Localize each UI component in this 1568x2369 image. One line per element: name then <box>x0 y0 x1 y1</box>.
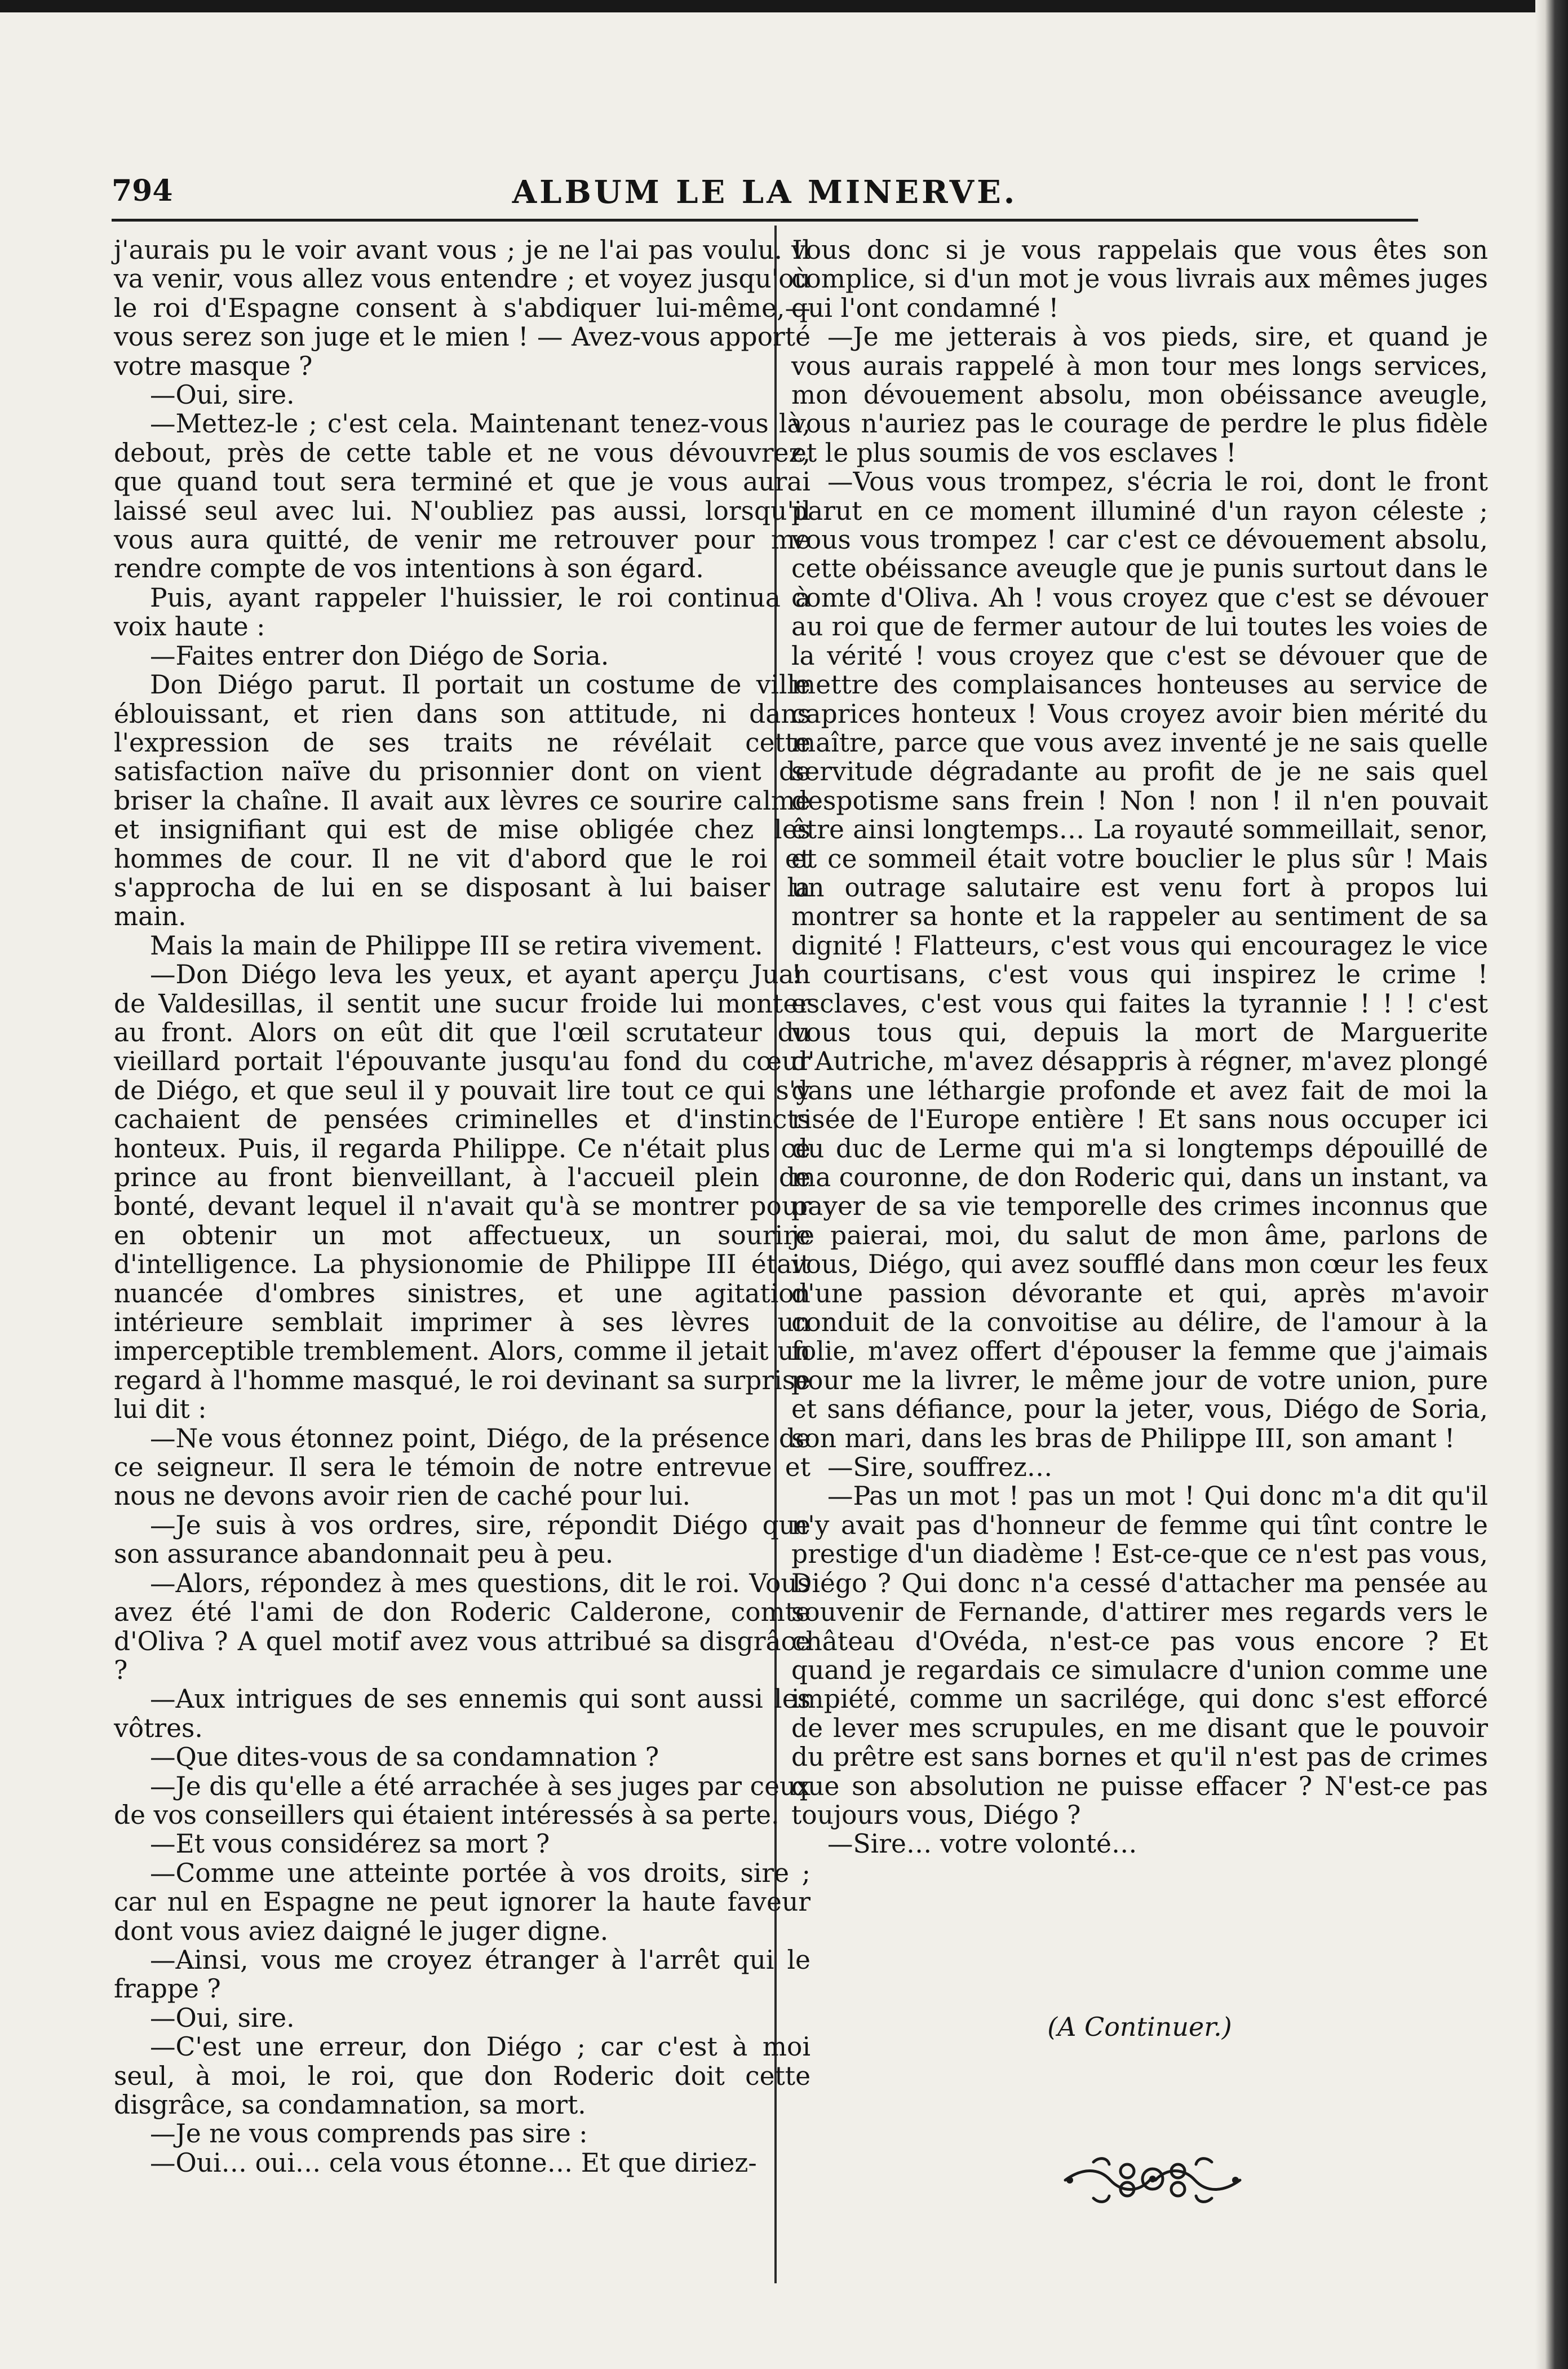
paragraph: —Mettez-le ; c'est cela. Maintenant tenez-vous là, debout, près de cette table et ne vous dévouvrez, que quand tout sera terminé et que je vous aurai laissé seul avec lui. N'oubliez pas aussi, lorsqu'il vous aura quitté, de venir me retrouver pour me rendre compte de vos intentions à son égard. <box>114 409 810 584</box>
paragraph: —Oui, sire. <box>150 380 295 410</box>
paragraph: —Je me jetterais à vos pieds, sire, et quand je vous aurais rappelé à mon tour mes longs services, mon dévouement absolu, mon obéissance aveugle, vous n'auriez pas le courage de perdre le plus fidèle et le plus soumis de vos esclaves ! <box>791 322 1488 468</box>
paragraph: —Faites entrer don Diégo de Soria. <box>150 640 609 671</box>
page-number: 794 <box>112 174 173 208</box>
paragraph: —Pas un mot ! pas un mot ! Qui donc m'a dit qu'il n'y avait pas d'honneur de femme qui tînt contre le prestige d'un diadème ! Est-ce-que ce n'est pas vous, Diégo ? Qui donc n'a cessé d'attacher ma pensée au souvenir de Fernande, d'attirer mes regards vers le château d'Ovéda, n'est-ce pas vous encore ? Et quand je regardais ce simulacre d'union comme une impiété, comme un sacrilége, qui donc s'est efforcé de lever mes scrupules, en me disant que le pouvoir du prêtre est sans bornes et qu'il n'est pas de crimes que son absolution ne puisse effacer ? N'est-ce pas toujours vous, Diégo ? <box>791 1481 1488 1830</box>
scan-binding-edge <box>1535 0 1568 2369</box>
paragraph: —Oui… oui… cela vous étonne… Et que diriez- <box>150 2147 757 2178</box>
scan-top-edge <box>0 0 1568 12</box>
paragraph: —Je dis qu'elle a été arrachée à ses juges par ceux de vos conseillers qui étaient intéressés à sa perte. <box>114 1771 810 1830</box>
paragraph: —Sire… votre volonté… <box>827 1829 1137 1859</box>
continuation-note: (A Continuer.) <box>1047 2012 1232 2042</box>
paragraph: —Ainsi, vous me croyez étranger à l'arrêt qui le frappe ? <box>114 1944 810 2004</box>
paragraph: —Ne vous étonnez point, Diégo, de la présence de ce seigneur. Il sera le témoin de notre entrevue et nous ne devons avoir rien de caché pour lui. <box>114 1423 810 1511</box>
paragraph: vous donc si je vous rappelais que vous êtes son complice, si d'un mot je vous livrais aux mêmes juges qui l'ont condamné ! <box>791 235 1488 323</box>
paragraph: —Je suis à vos ordres, sire, répondit Diégo que son assurance abandonnait peu à peu. <box>114 1510 810 1570</box>
header-rule <box>112 219 1418 222</box>
paragraph: Don Diégo parut. Il portait un costume de ville éblouissant, et rien dans son attitude, ni dans l'expression de ses traits ne révélait cette satisfaction naïve du prisonnier dont on vient de briser la chaîne. Il avait aux lèvres ce sourire calme et insignifiant qui est de mise obligée chez les hommes de cour. Il ne vit d'abord que le roi et s'approcha de lui en se disposant à lui baiser la main. <box>114 670 810 932</box>
decorative-flourish-icon <box>1060 2145 1246 2213</box>
page-header <box>112 168 1418 219</box>
paragraph: Mais la main de Philippe III se retira vivement. <box>150 930 763 961</box>
paragraph: —Comme une atteinte portée à vos droits, sire ; car nul en Espagne ne peut ignorer la haute faveur dont vous aviez daigné le juger digne. <box>114 1858 810 1946</box>
paragraph: —Que dites-vous de sa condamnation ? <box>150 1742 659 1773</box>
paragraph: —Je ne vous comprends pas sire : <box>150 2119 588 2149</box>
running-title: ALBUM LE LA MINERVE. <box>512 174 1018 211</box>
right-column <box>791 236 1488 1859</box>
left-column <box>114 236 810 2177</box>
paragraph: —Vous vous trompez, s'écria le roi, dont le front parut en ce moment illuminé d'un rayon céleste ; vous vous trompez ! car c'est ce dévouement absolu, cette obéissance aveugle que je punis surtout dans le comte d'Oliva. Ah ! vous croyez que c'est se dévouer au roi que de fermer autour de lui toutes les voies de la vérité ! vous croyez que c'est se dévouer que de mettre des complaisances honteuses au service de caprices honteux ! Vous croyez avoir bien mérité du maître, parce que vous avez inventé je ne sais quelle servitude dégradante au profit de je ne sais quel despotisme sans frein ! Non ! non ! il n'en pouvait être ainsi longtemps… La royauté sommeillait, senor, et ce sommeil était votre bouclier le plus sûr ! Mais un outrage salutaire est venu fort à propos lui montrer sa honte et la rappeler au sentiment de sa dignité ! Flatteurs, c'est vous qui encouragez le vice ! courtisans, c'est vous qui inspirez le crime ! esclaves, c'est vous qui faites la tyrannie ! ! ! c'est vous tous qui, depuis la mort de Marguerite d'Autriche, m'avez désappris à régner, m'avez plongé dans une léthargie profonde et avez fait de moi la risée de l'Europe entière ! Et sans nous occuper ici du duc de Lerme qui m'a si longtemps dépouillé de ma couronne, de don Roderic qui, dans un instant, va payer de sa vie temporelle des crimes inconnus que je paierai, moi, du salut de mon âme, parlons de vous, Diégo, qui avez soufflé dans mon cœur les feux d'une passion dévorante et qui, après m'avoir conduit de la convoitise au délire, de l'amour à la folie, m'avez offert d'épouser la femme que j'aimais pour me la livrer, le même jour de votre union, pure et sans défiance, pour la jeter, vous, Diégo de Soria, son mari, dans les bras de Philippe III, son amant ! <box>791 467 1488 1453</box>
paragraph: —Sire, souffrez… <box>827 1452 1053 1483</box>
paragraph: —Don Diégo leva les yeux, et ayant aperçu Juan de Valdesillas, il sentit une sucur froide lui monter au front. Alors on eût dit que l'œil scrutateur du vieillard portait l'épouvante jusqu'au fond du cœur de Diégo, et que seul il y pouvait lire tout ce qui s'y cachaient de pensées criminelles et d'instincts honteux. Puis, il regarda Philippe. Ce n'était plus ce prince au front bienveillant, à l'accueil plein de bonté, devant lequel il n'avait qu'à se montrer pour en obtenir un mot affectueux, un sourire d'intelligence. La physionomie de Philippe III était nuancée d'ombres sinistres, et une agitation intérieure semblait imprimer à ses lèvres un imperceptible tremblement. Alors, comme il jetait un regard à l'homme masqué, le roi devinant sa surprise lui dit : <box>114 960 810 1425</box>
paragraph: —Oui, sire. <box>150 2003 295 2033</box>
paragraph: —C'est une erreur, don Diégo ; car c'est à moi seul, à moi, le roi, que don Roderic doit cette disgrâce, sa condamnation, sa mort. <box>114 2032 810 2120</box>
paragraph: —Aux intrigues de ses ennemis qui sont aussi les vôtres. <box>114 1684 810 1743</box>
paragraph: —Et vous considérez sa mort ? <box>150 1829 550 1859</box>
paragraph: Puis, ayant rappeler l'huissier, le roi continua à voix haute : <box>114 582 810 642</box>
paragraph: —Alors, répondez à mes questions, dit le roi. Vous avez été l'ami de don Roderic Calderone, comte d'Oliva ? A quel motif avez vous attribué sa disgrâce ? <box>114 1568 810 1685</box>
paragraph: j'aurais pu le voir avant vous ; je ne l'ai pas voulu. Il va venir, vous allez vous entendre ; et voyez jusqu'où le roi d'Espagne consent à s'abdiquer lui-même,—vous serez son juge et le mien ! — Avez-vous apporté votre masque ? <box>114 235 810 381</box>
